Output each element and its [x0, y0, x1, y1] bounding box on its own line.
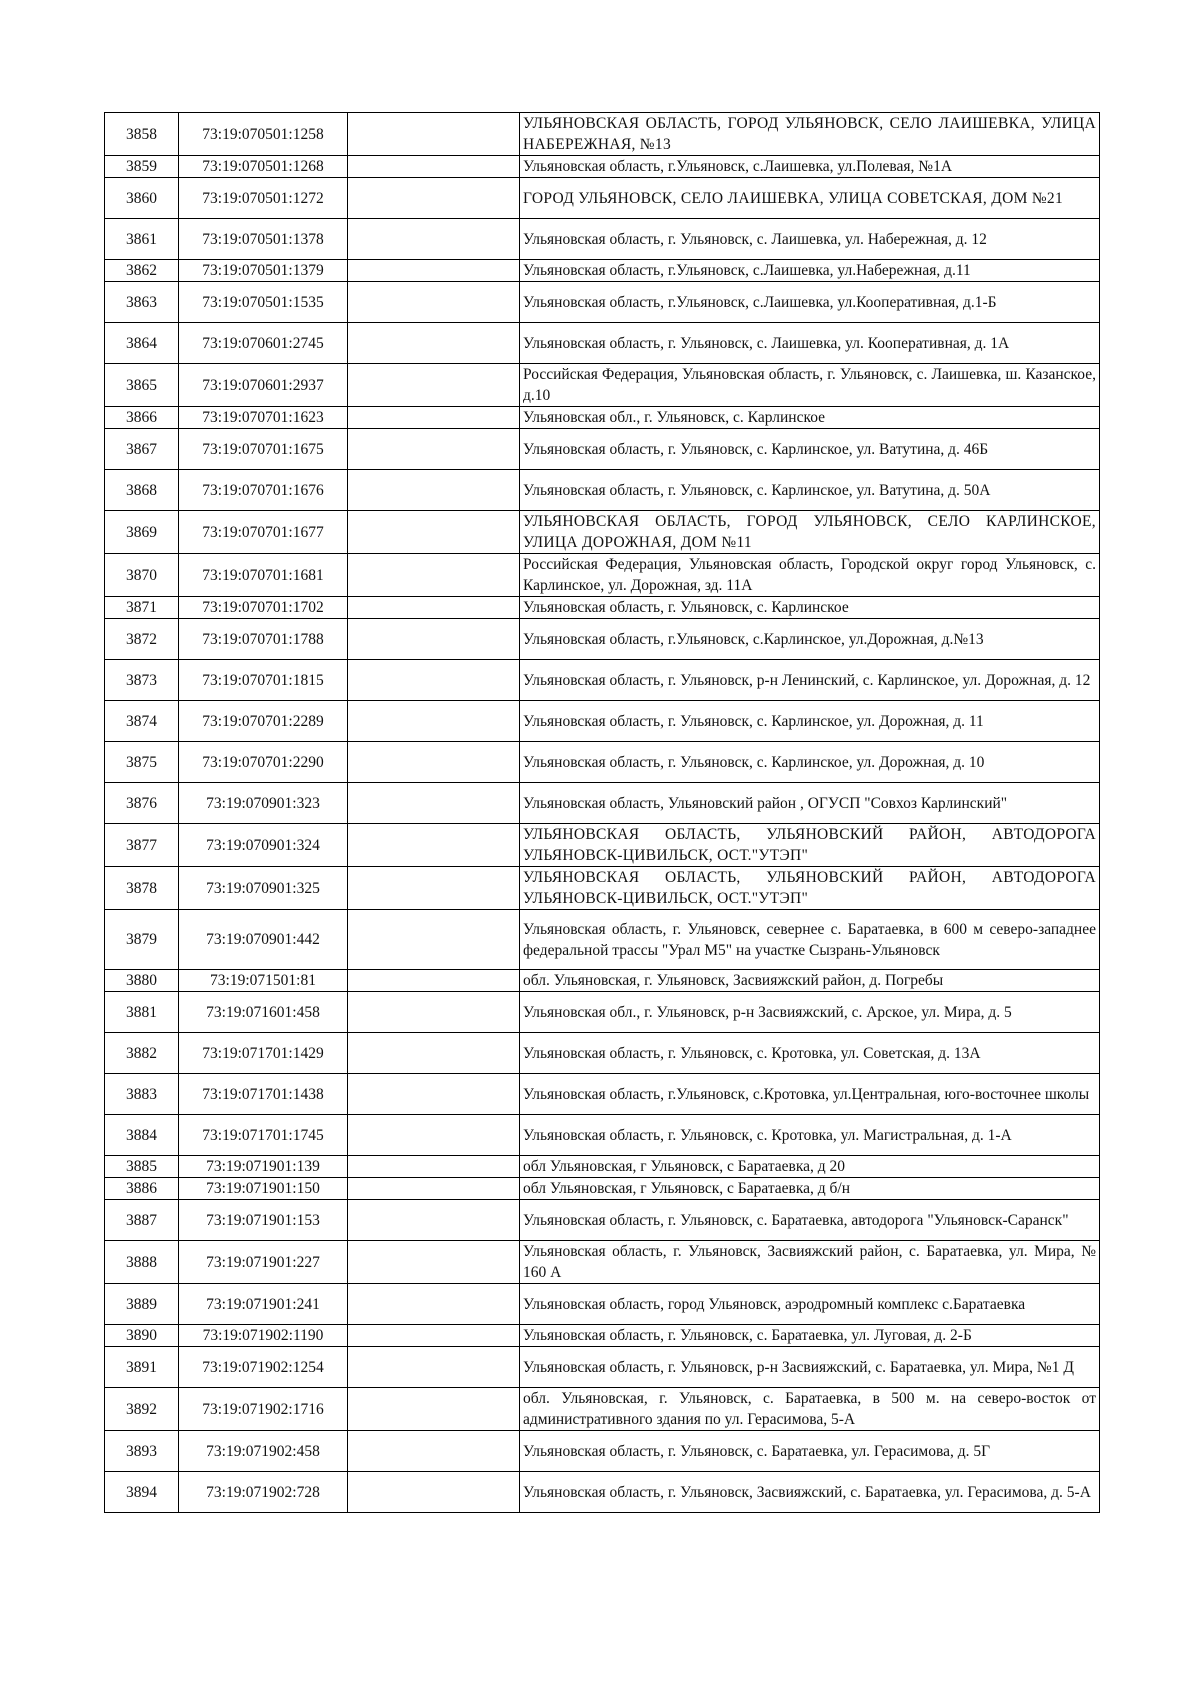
address: Ульяновская область, г. Ульяновск, с. Карлинское, ул. Ватутина, д. 46Б	[520, 429, 1100, 470]
table-row	[105, 156, 1100, 178]
row-number: 3874	[105, 701, 179, 742]
table-row	[105, 260, 1100, 282]
cadastral-number: 73:19:070601:2745	[179, 323, 348, 364]
cadastral-number: 73:19:071902:1716	[179, 1388, 348, 1431]
empty-cell	[348, 323, 520, 364]
cadastral-number: 73:19:070901:325	[179, 867, 348, 910]
empty-cell	[348, 1241, 520, 1284]
table-row	[105, 113, 1100, 156]
cadastral-number: 73:19:071902:1190	[179, 1325, 348, 1347]
table-row	[105, 970, 1100, 992]
address: Ульяновская область, г.Ульяновск, с.Лаишевка, ул.Набережная, д.11	[520, 260, 1100, 282]
row-number: 3871	[105, 597, 179, 619]
empty-cell	[348, 1156, 520, 1178]
empty-cell	[348, 701, 520, 742]
table-row	[105, 470, 1100, 511]
empty-cell	[348, 970, 520, 992]
row-number: 3888	[105, 1241, 179, 1284]
address: Ульяновская область, г. Ульяновск, с. Баратаевка, ул. Герасимова, д. 5Г	[520, 1431, 1100, 1472]
empty-cell	[348, 660, 520, 701]
address: Ульяновская область, город Ульяновск, аэродромный комплекс с.Баратаевка	[520, 1284, 1100, 1325]
table-row	[105, 1431, 1100, 1472]
address: Ульяновская область, г. Ульяновск, с. Баратаевка, ул. Луговая, д. 2-Б	[520, 1325, 1100, 1347]
cadastral-number: 73:19:071701:1745	[179, 1115, 348, 1156]
address: обл. Ульяновская, г. Ульяновск, с. Баратаевка, в 500 м. на северо-восток от административного здания по ул. Герасимова, 5-А	[520, 1388, 1100, 1431]
row-number: 3867	[105, 429, 179, 470]
row-number: 3868	[105, 470, 179, 511]
cadastral-number: 73:19:070501:1378	[179, 219, 348, 260]
address: УЛЬЯНОВСКАЯ ОБЛАСТЬ, УЛЬЯНОВСКИЙ РАЙОН, АВТОДОРОГА УЛЬЯНОВСК-ЦИВИЛЬСК, ОСТ."УТЭП"	[520, 824, 1100, 867]
table-row	[105, 701, 1100, 742]
address: Ульяновская область, г. Ульяновск, с. Лаишевка, ул. Кооперативная, д. 1А	[520, 323, 1100, 364]
row-number: 3870	[105, 554, 179, 597]
row-number: 3880	[105, 970, 179, 992]
table-row	[105, 992, 1100, 1033]
empty-cell	[348, 910, 520, 970]
address: Ульяновская область, г. Ульяновск, с. Кротовка, ул. Советская, д. 13А	[520, 1033, 1100, 1074]
empty-cell	[348, 824, 520, 867]
table-row	[105, 1241, 1100, 1284]
table-row	[105, 1284, 1100, 1325]
row-number: 3873	[105, 660, 179, 701]
empty-cell	[348, 1033, 520, 1074]
table-row	[105, 1033, 1100, 1074]
table-row	[105, 1325, 1100, 1347]
row-number: 3863	[105, 282, 179, 323]
address: Ульяновская область, г. Ульяновск, с. Карлинское	[520, 597, 1100, 619]
cadastral-number: 73:19:070501:1379	[179, 260, 348, 282]
empty-cell	[348, 260, 520, 282]
cadastral-number: 73:19:070701:1623	[179, 407, 348, 429]
empty-cell	[348, 742, 520, 783]
empty-cell	[348, 1074, 520, 1115]
table-row	[105, 511, 1100, 554]
cadastral-number: 73:19:071501:81	[179, 970, 348, 992]
empty-cell	[348, 992, 520, 1033]
cadastral-number: 73:19:070701:1681	[179, 554, 348, 597]
row-number: 3876	[105, 783, 179, 824]
address: Ульяновская область, г. Ульяновск, с. Карлинское, ул. Дорожная, д. 10	[520, 742, 1100, 783]
row-number: 3878	[105, 867, 179, 910]
row-number: 3884	[105, 1115, 179, 1156]
address: Ульяновская область, г. Ульяновск, Засвияжский, с. Баратаевка, ул. Герасимова, д. 5-А	[520, 1472, 1100, 1513]
row-number: 3885	[105, 1156, 179, 1178]
table-row	[105, 1200, 1100, 1241]
address: Ульяновская область, г. Ульяновск, с. Карлинское, ул. Ватутина, д. 50А	[520, 470, 1100, 511]
cadastral-number: 73:19:070901:323	[179, 783, 348, 824]
address: Ульяновская область, Ульяновский район , ОГУСП "Совхоз Карлинский"	[520, 783, 1100, 824]
table-row	[105, 323, 1100, 364]
address: Ульяновская область, г.Ульяновск, с.Лаишевка, ул.Кооперативная, д.1-Б	[520, 282, 1100, 323]
registry-table-body	[105, 113, 1100, 1513]
empty-cell	[348, 364, 520, 407]
empty-cell	[348, 407, 520, 429]
cadastral-number: 73:19:070701:2289	[179, 701, 348, 742]
empty-cell	[348, 470, 520, 511]
empty-cell	[348, 1472, 520, 1513]
row-number: 3859	[105, 156, 179, 178]
cadastral-number: 73:19:071901:150	[179, 1178, 348, 1200]
registry-table	[104, 112, 1100, 1513]
table-row	[105, 824, 1100, 867]
address: обл Ульяновская, г Ульяновск, с Баратаевка, д б/н	[520, 1178, 1100, 1200]
empty-cell	[348, 156, 520, 178]
cadastral-number: 73:19:071902:728	[179, 1472, 348, 1513]
address: Ульяновская область, г. Ульяновск, с. Лаишевка, ул. Набережная, д. 12	[520, 219, 1100, 260]
cadastral-number: 73:19:070501:1272	[179, 178, 348, 219]
table-row	[105, 1472, 1100, 1513]
table-row	[105, 1115, 1100, 1156]
row-number: 3862	[105, 260, 179, 282]
empty-cell	[348, 1284, 520, 1325]
cadastral-number: 73:19:071902:458	[179, 1431, 348, 1472]
address: Ульяновская обл., г. Ульяновск, с. Карлинское	[520, 407, 1100, 429]
table-row	[105, 742, 1100, 783]
row-number: 3881	[105, 992, 179, 1033]
address: Ульяновская область, г.Ульяновск, с.Кротовка, ул.Центральная, юго-восточнее школы	[520, 1074, 1100, 1115]
table-row	[105, 364, 1100, 407]
row-number: 3889	[105, 1284, 179, 1325]
table-row	[105, 1347, 1100, 1388]
table-row	[105, 1074, 1100, 1115]
row-number: 3892	[105, 1388, 179, 1431]
address: Российская Федерация, Ульяновская область, г. Ульяновск, с. Лаишевка, ш. Казанское, д.10	[520, 364, 1100, 407]
table-row	[105, 867, 1100, 910]
row-number: 3883	[105, 1074, 179, 1115]
address: Ульяновская область, г. Ульяновск, с. Карлинское, ул. Дорожная, д. 11	[520, 701, 1100, 742]
table-row	[105, 783, 1100, 824]
empty-cell	[348, 1200, 520, 1241]
table-row	[105, 407, 1100, 429]
address: УЛЬЯНОВСКАЯ ОБЛАСТЬ, ГОРОД УЛЬЯНОВСК, СЕЛО КАРЛИНСКОЕ, УЛИЦА ДОРОЖНАЯ, ДОМ №11	[520, 511, 1100, 554]
empty-cell	[348, 554, 520, 597]
cadastral-number: 73:19:071901:241	[179, 1284, 348, 1325]
address: Ульяновская область, г. Ульяновск, севернее с. Баратаевка, в 600 м северо-западнее федеральной трассы "Урал М5" на участке Сызрань-Ульяновск	[520, 910, 1100, 970]
table-row	[105, 429, 1100, 470]
row-number: 3879	[105, 910, 179, 970]
row-number: 3864	[105, 323, 179, 364]
address: УЛЬЯНОВСКАЯ ОБЛАСТЬ, ГОРОД УЛЬЯНОВСК, СЕЛО ЛАИШЕВКА, УЛИЦА НАБЕРЕЖНАЯ, №13	[520, 113, 1100, 156]
cadastral-number: 73:19:070601:2937	[179, 364, 348, 407]
row-number: 3891	[105, 1347, 179, 1388]
row-number: 3890	[105, 1325, 179, 1347]
row-number: 3858	[105, 113, 179, 156]
address: Ульяновская область, г.Ульяновск, с.Карлинское, ул.Дорожная, д.№13	[520, 619, 1100, 660]
table-row	[105, 660, 1100, 701]
empty-cell	[348, 597, 520, 619]
table-row	[105, 910, 1100, 970]
empty-cell	[348, 619, 520, 660]
cadastral-number: 73:19:070901:442	[179, 910, 348, 970]
table-row	[105, 619, 1100, 660]
cadastral-number: 73:19:070501:1258	[179, 113, 348, 156]
address: Российская Федерация, Ульяновская область, Городской округ город Ульяновск, с. Карлинское, ул. Дорожная, зд. 11А	[520, 554, 1100, 597]
cadastral-number: 73:19:070501:1268	[179, 156, 348, 178]
empty-cell	[348, 1388, 520, 1431]
empty-cell	[348, 1115, 520, 1156]
cadastral-number: 73:19:071901:153	[179, 1200, 348, 1241]
table-row	[105, 178, 1100, 219]
row-number: 3886	[105, 1178, 179, 1200]
row-number: 3887	[105, 1200, 179, 1241]
cadastral-number: 73:19:070701:1702	[179, 597, 348, 619]
cadastral-number: 73:19:070701:2290	[179, 742, 348, 783]
cadastral-number: 73:19:070701:1815	[179, 660, 348, 701]
row-number: 3866	[105, 407, 179, 429]
cadastral-number: 73:19:070701:1675	[179, 429, 348, 470]
cadastral-number: 73:19:071901:139	[179, 1156, 348, 1178]
row-number: 3860	[105, 178, 179, 219]
cadastral-number: 73:19:070901:324	[179, 824, 348, 867]
address: ГОРОД УЛЬЯНОВСК, СЕЛО ЛАИШЕВКА, УЛИЦА СОВЕТСКАЯ, ДОМ №21	[520, 178, 1100, 219]
table-row	[105, 1156, 1100, 1178]
empty-cell	[348, 783, 520, 824]
address: Ульяновская область, г. Ульяновск, с. Баратаевка, автодорога "Ульяновск-Саранск"	[520, 1200, 1100, 1241]
cadastral-number: 73:19:071902:1254	[179, 1347, 348, 1388]
address: УЛЬЯНОВСКАЯ ОБЛАСТЬ, УЛЬЯНОВСКИЙ РАЙОН, АВТОДОРОГА УЛЬЯНОВСК-ЦИВИЛЬСК, ОСТ."УТЭП"	[520, 867, 1100, 910]
empty-cell	[348, 113, 520, 156]
address: Ульяновская область, г.Ульяновск, с.Лаишевка, ул.Полевая, №1А	[520, 156, 1100, 178]
address: Ульяновская область, г. Ульяновск, р-н Ленинский, с. Карлинское, ул. Дорожная, д. 12	[520, 660, 1100, 701]
row-number: 3869	[105, 511, 179, 554]
cadastral-number: 73:19:071601:458	[179, 992, 348, 1033]
cadastral-number: 73:19:071701:1438	[179, 1074, 348, 1115]
cadastral-number: 73:19:071701:1429	[179, 1033, 348, 1074]
empty-cell	[348, 1325, 520, 1347]
row-number: 3875	[105, 742, 179, 783]
empty-cell	[348, 178, 520, 219]
table-row	[105, 554, 1100, 597]
row-number: 3893	[105, 1431, 179, 1472]
table-row	[105, 1178, 1100, 1200]
cadastral-number: 73:19:070701:1676	[179, 470, 348, 511]
row-number: 3865	[105, 364, 179, 407]
table-row	[105, 597, 1100, 619]
address: обл Ульяновская, г Ульяновск, с Баратаевка, д 20	[520, 1156, 1100, 1178]
empty-cell	[348, 1178, 520, 1200]
address: Ульяновская область, г. Ульяновск, р-н Засвияжский, с. Баратаевка, ул. Мира, №1 Д	[520, 1347, 1100, 1388]
cadastral-number: 73:19:070701:1788	[179, 619, 348, 660]
empty-cell	[348, 219, 520, 260]
table-row	[105, 219, 1100, 260]
cadastral-number: 73:19:070701:1677	[179, 511, 348, 554]
empty-cell	[348, 867, 520, 910]
address: Ульяновская обл., г. Ульяновск, р-н Засвияжский, с. Арское, ул. Мира, д. 5	[520, 992, 1100, 1033]
empty-cell	[348, 429, 520, 470]
address: Ульяновская область, г. Ульяновск, Засвияжский район, с. Баратаевка, ул. Мира, № 160 А	[520, 1241, 1100, 1284]
row-number: 3894	[105, 1472, 179, 1513]
empty-cell	[348, 1431, 520, 1472]
empty-cell	[348, 1347, 520, 1388]
row-number: 3882	[105, 1033, 179, 1074]
cadastral-number: 73:19:071901:227	[179, 1241, 348, 1284]
row-number: 3877	[105, 824, 179, 867]
address: обл. Ульяновская, г. Ульяновск, Засвияжский район, д. Погребы	[520, 970, 1100, 992]
address: Ульяновская область, г. Ульяновск, с. Кротовка, ул. Магистральная, д. 1-А	[520, 1115, 1100, 1156]
cadastral-number: 73:19:070501:1535	[179, 282, 348, 323]
empty-cell	[348, 511, 520, 554]
row-number: 3861	[105, 219, 179, 260]
table-row	[105, 1388, 1100, 1431]
empty-cell	[348, 282, 520, 323]
row-number: 3872	[105, 619, 179, 660]
table-row	[105, 282, 1100, 323]
